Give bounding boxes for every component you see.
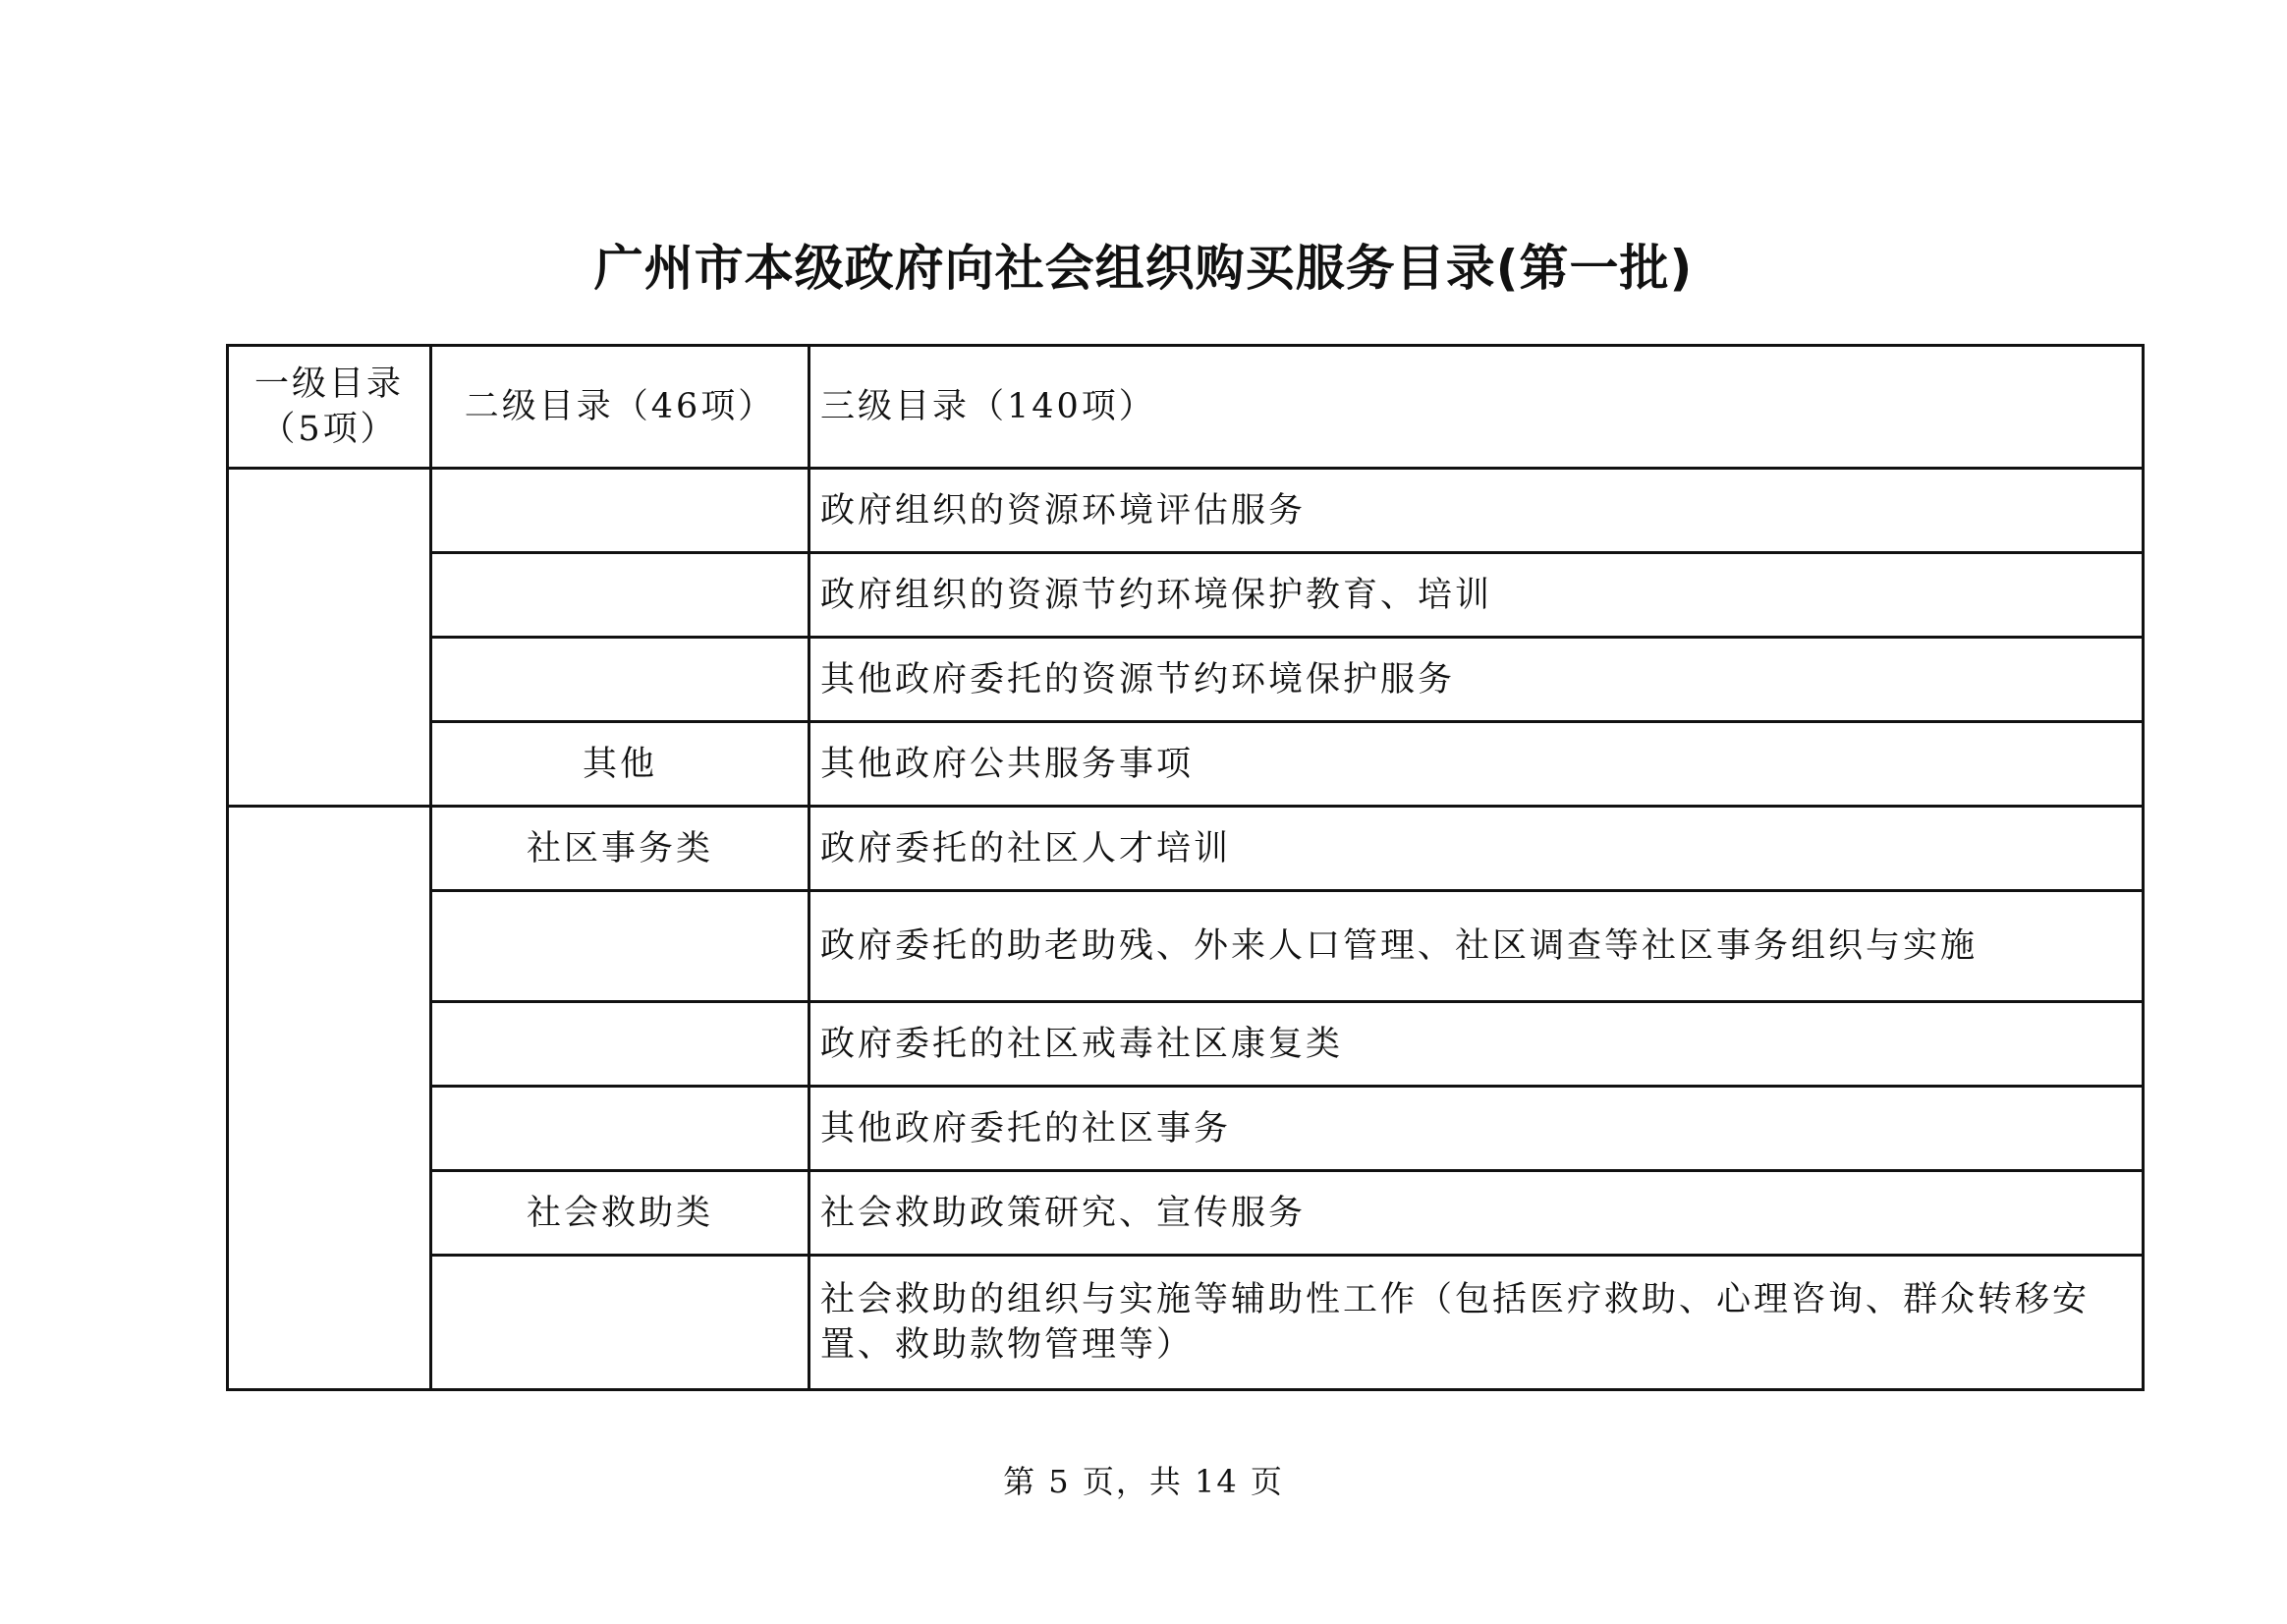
table-row <box>228 1002 2144 1087</box>
service-catalog-table <box>226 344 2145 1391</box>
table-row <box>228 891 2144 1002</box>
table-row <box>228 638 2144 722</box>
level2-cell <box>431 1002 809 1087</box>
header-level2: 二级目录（46项） <box>431 346 809 469</box>
level2-cell <box>431 1256 809 1390</box>
table-row <box>228 469 2144 553</box>
level3-cell: 政府委托的社区人才培训 <box>809 807 2144 891</box>
document-title: 广州市本级政府向社会组织购买服务目录(第一批) <box>593 240 1694 297</box>
level3-cell: 其他政府委托的资源节约环境保护服务 <box>809 638 2144 722</box>
header-level3: 三级目录（140项） <box>809 346 2144 469</box>
level3-cell: 社会救助政策研究、宣传服务 <box>809 1171 2144 1256</box>
table-row <box>228 1087 2144 1171</box>
level2-cell <box>431 891 809 1002</box>
level1-cell-group-b <box>228 807 431 1390</box>
level2-cell: 社区事务类 <box>431 807 809 891</box>
level2-cell <box>431 469 809 553</box>
level3-cell: 其他政府委托的社区事务 <box>809 1087 2144 1171</box>
level3-cell: 政府组织的资源环境评估服务 <box>809 469 2144 553</box>
table-row <box>228 553 2144 638</box>
page-footer: 第 5 页，共 14 页 <box>1003 1463 1284 1500</box>
level2-cell <box>431 553 809 638</box>
level1-cell-group-a <box>228 469 431 807</box>
table-row <box>228 1171 2144 1256</box>
level3-cell: 其他政府公共服务事项 <box>809 722 2144 807</box>
table-row <box>228 1256 2144 1390</box>
level2-cell <box>431 638 809 722</box>
level3-cell: 社会救助的组织与实施等辅助性工作（包括医疗救助、心理咨询、群众转移安置、救助款物管理等） <box>809 1256 2144 1390</box>
table-header-row <box>228 346 2144 469</box>
level3-cell: 政府委托的助老助残、外来人口管理、社区调查等社区事务组织与实施 <box>809 891 2144 1002</box>
header-level1-label: 一级目录 （5项） <box>253 364 404 449</box>
table-row <box>228 722 2144 807</box>
level2-cell <box>431 1087 809 1171</box>
level2-cell: 社会救助类 <box>431 1171 809 1256</box>
level3-cell: 政府委托的社区戒毒社区康复类 <box>809 1002 2144 1087</box>
table-row <box>228 807 2144 891</box>
header-level1 <box>228 346 431 469</box>
level2-cell: 其他 <box>431 722 809 807</box>
level3-cell: 政府组织的资源节约环境保护教育、培训 <box>809 553 2144 638</box>
